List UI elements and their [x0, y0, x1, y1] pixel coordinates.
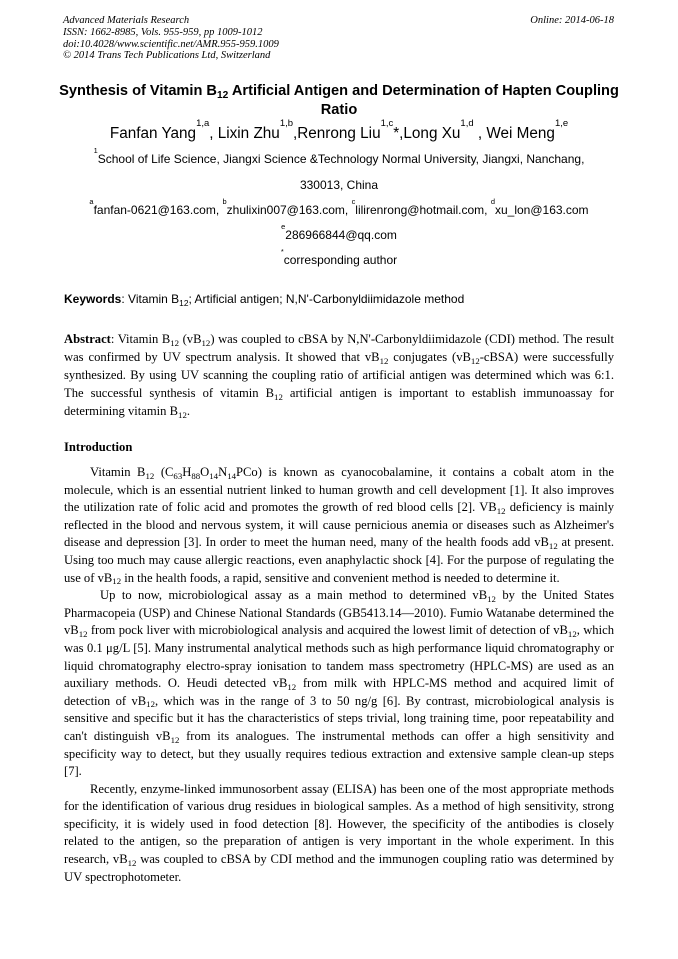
section-heading-introduction: Introduction [64, 440, 133, 454]
paragraph: Recently, enzyme-linked immunosorbent assay (ELISA) has been one of the most appropriate methods for the identification of various drug residues in biological samples. As a method of high sensitivity, strong specificity, it is widely used in food detection [8]. However, the specificity of the antibodies is closely related to the antigen, so the preparation of antigen is very important in the whole experiment. In this research, $vB_{12}$ was coupled to cBSA by CDI method and the immunogen coupling ratio was determined by UV spectrophotometer. [64, 781, 614, 884]
corresponding-note: *corresponding author [280, 246, 398, 267]
paragraph: Up to now, microbiological assay as a main method to determined $vB_{12}$ by the United States Pharmacopeia (USP) and Chinese National Standards (GB5413.14—2010). Fumio Watanabe determined the $vB_{12}$ from pock liver with microbiological analysis and acquired the lowest limit of detection of $vB_{12}$, which was 0.1 μg/L [5]. Many instrumental analytical methods such as high performance liquid chromatography or liquid chromatography electro-spray ionisation to tandem mass spectrometry (HPLC-MS) are used as an auxiliary methods. O. Heudi detected $vB_{12}$ from milk with HPLC-MS method and acquired limit of detection of $vB_{12}$, which was in the range of 3 to 50 ng/g [6]. By contrast, microbiological analysis is sensitive and specific but it has the characteristics of steps trivial, long training time, poor repeatability and can't distinguish $vB_{12}$ from its analogues. The instrumental methods can offer a high sensitivity and specificity way to detect, but they usually requires tedious extraction and extensive sample clean-up steps [7]. [64, 588, 614, 779]
affiliation-line-2: 330013, China [299, 178, 379, 192]
affiliation-line-1: $^1$School of Life Science, Jiangxi Science &Technology Normal University, Jiangxi, Nanchang, [93, 145, 585, 166]
copyright-line: © 2014 Trans Tech Publications Ltd, Switzerland [63, 50, 271, 62]
introduction-body [64, 464, 614, 886]
journal-header [63, 15, 614, 62]
author: Fanfan Yang [109, 125, 197, 142]
issn-line: ISSN: 1662-8985, Vols. 955-959, pp 1009-1012 [63, 26, 263, 38]
journal-name: Advanced Materials Research [63, 15, 190, 26]
paragraph: Vitamin $B_{12}$ $(C_{63}H_{88}O_{14}N_{14}PCo)$ is known as cyanocobalamine, it contains a cobalt atom in the molecule, which is an essential nutrient linked to human growth and cell development [1]. It also improves the utilization rate of folic acid and promotes the growth of red blood cells [2]. $VB_{12}$ deficiency is mainly reflected in the blood and nervous system, it will cause pernicious anemia or diseases such as Alzheimer's disease and depression [3]. In order to meet the human need, many of the health foods add $vB_{12}$ at present. Using too much may cause allergic reactions, even anaphylactic shock [4]. For the purpose of regulating the use of $vB_{12}$ in the health foods, a rapid, sensitive and convenient method is needed to determine it. [64, 465, 614, 587]
paper-title: Synthesis of Vitamin $B_{12}$ Artificial Antigen and Determination of Hapten Coupling Ratio [59, 83, 619, 118]
author: Renrong Liu [297, 125, 381, 142]
abstract: Abstract: Vitamin $B_{12}$ $(vB_{12})$ was coupled to cBSA by N,N'-Carbonyldiimidazole (CDI) method. The result was confirmed by UV spectrum analysis. It showed that $vB_{12}$ conjugates $(vB_{12}-cBSA)$ were successfully synthesized. By using UV scanning the coupling ratio of artificial antigen was determined which was 6:1. The successful synthesis of vitamin $B_{12}$ artificial antigen is important to establish immunoassay for determining vitamin $B_{12}$. [64, 332, 614, 420]
email-line-2: $^e$286966844@qq.com [281, 221, 397, 242]
keywords: Keywords: Vitamin $B_{12}$; Artificial antigen; N,N'-Carbonyldiimidazole method [64, 292, 465, 308]
author: Long Xu [403, 125, 461, 142]
doi-line: doi:10.4028/www.scientific.net/AMR.955-959.1009 [63, 38, 279, 50]
author: Wei Meng [486, 125, 555, 142]
author: Lixin Zhu [217, 125, 280, 142]
author-list: Fanfan Yang$^{1,a}$, Lixin Zhu$^{1,b}$,Renrong Liu$^{1,c}$*,Long Xu$^{1,d}$ , Wei Meng$^{1,e}$ [109, 117, 569, 142]
email-line: $^a$fanfan-0621@163.com, $^b$zhulixin007@163.com, $^c$lilirenrong@hotmail.com, $^d$xu_lon@163.com [89, 196, 589, 217]
online-date: Online: 2014-06-18 [530, 15, 614, 26]
